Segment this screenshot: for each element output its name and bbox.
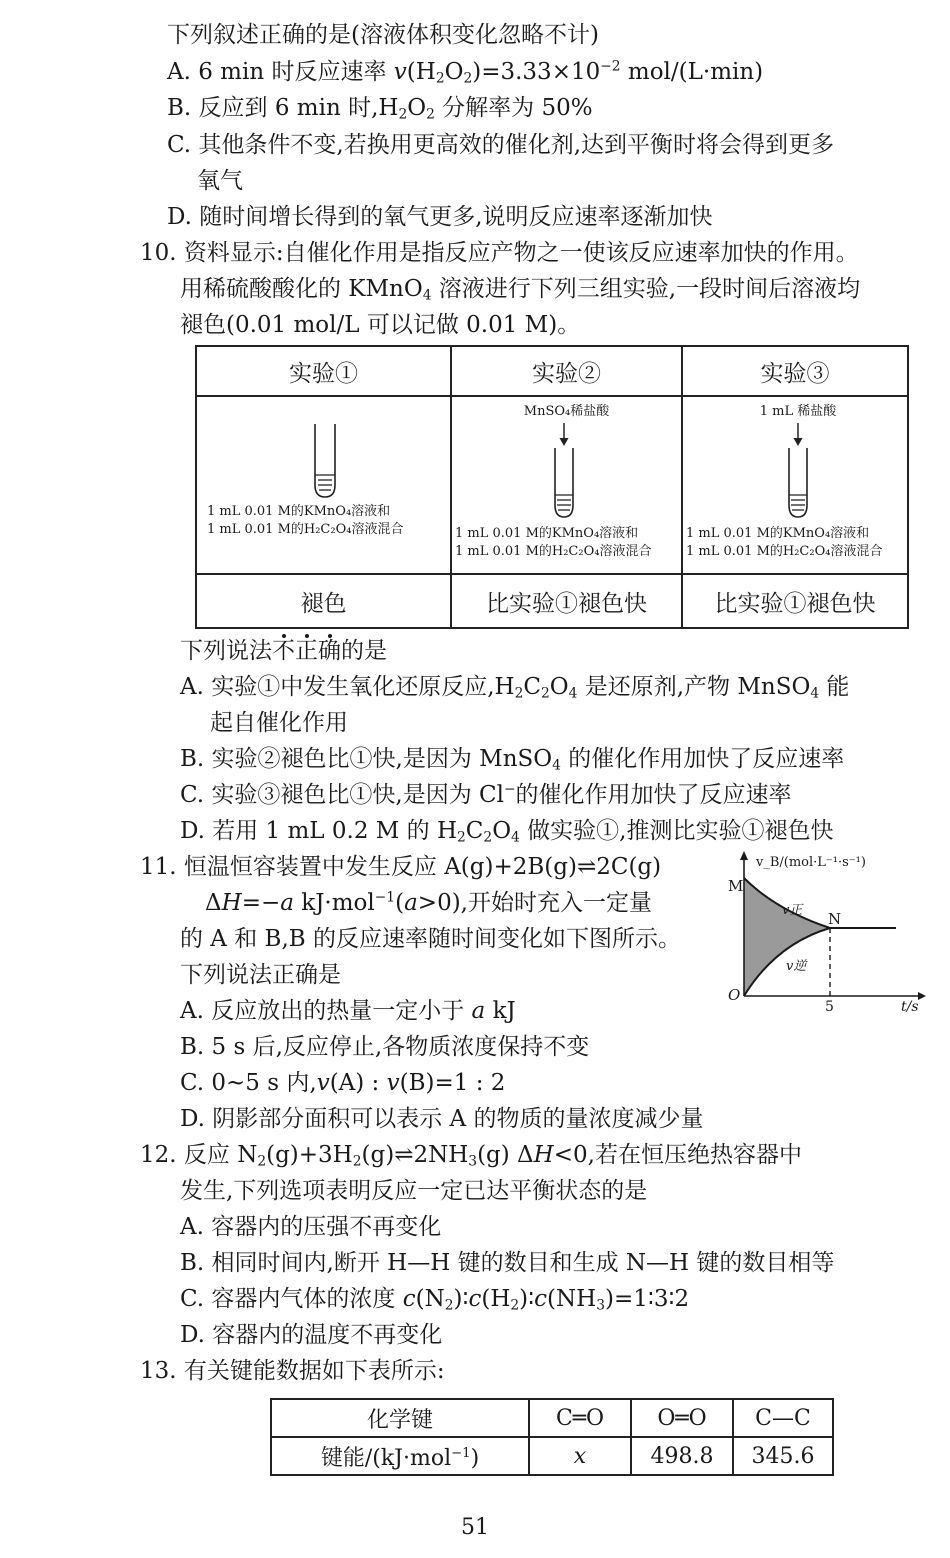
- bond-table-header-label: 化学键: [271, 1399, 529, 1437]
- q12-option-d: D. 容器内的温度不再变化: [180, 1322, 443, 1348]
- arrow-down-icon: [558, 423, 570, 447]
- rate-time-graph: [718, 848, 930, 1014]
- q11-option-b: B. 5 s 后,反应停止,各物质浓度保持不变: [180, 1034, 590, 1060]
- point-m-label: M: [728, 877, 744, 895]
- q11-stem-line1: 11. 恒温恒容装置中发生反应 A(g)+2B(g)⇌2C(g): [140, 854, 662, 880]
- q11-option-d: D. 阴影部分面积可以表示 A 的物质的量浓度减少量: [180, 1106, 704, 1132]
- test-tube-icon: [786, 447, 810, 519]
- q10-option-a-cont: 起自催化作用: [210, 710, 348, 736]
- experiment-2-caption-1: 1 mL 0.01 M的KMnO₄溶液和: [455, 526, 639, 541]
- experiment-3-reagent-label: 1 mL 稀盐酸: [759, 404, 837, 419]
- point-n-label: N: [828, 910, 842, 928]
- experiment-cell-2: [451, 396, 682, 574]
- q11-option-c: C. 0~5 s 内,v(A) : v(B)=1 : 2: [180, 1070, 506, 1096]
- experiment-1-caption-1: 1 mL 0.01 M的KMnO₄溶液和: [207, 504, 391, 519]
- q11-stem-line4: 下列说法正确是: [180, 962, 341, 988]
- bond-table-header-cc: C—C: [733, 1399, 833, 1437]
- q10-option-b: B. 实验②褪色比①快,是因为 MnSO$_4$ 的催化作用加快了反应速率: [180, 746, 845, 774]
- experiment-3-caption-2: 1 mL 0.01 M的H₂C₂O₄溶液混合: [686, 544, 883, 559]
- experiment-header-1: 实验①: [196, 346, 451, 396]
- y-axis-label: v_B/(mol·L⁻¹·s⁻¹): [756, 855, 866, 870]
- q11-stem-line2: ΔH=−a kJ·mol$^{-1}$(a>0),开始时充入一定量: [205, 889, 652, 916]
- experiment-header-2: 实验②: [451, 346, 682, 396]
- q13-stem: 13. 有关键能数据如下表所示:: [140, 1358, 445, 1384]
- q12-stem-line1: 12. 反应 $N_2(g)+3H_2(g)\rightleftharpoons 2NH_3(g)$ ΔH<0,若在恒压绝热容器中: [140, 1142, 802, 1170]
- q12-stem-line2: 发生,下列选项表明反应一定已达平衡状态的是: [180, 1178, 648, 1204]
- q9-option-c-cont: 氧气: [197, 168, 243, 194]
- q10-option-d: D. 若用 1 mL 0.2 M 的 $H_2C_2O_4$ 做实验①,推测比实验①褪色快: [180, 818, 834, 846]
- x-tick-label: 5: [825, 999, 834, 1014]
- experiment-2-caption-2: 1 mL 0.01 M的H₂C₂O₄溶液混合: [455, 544, 652, 559]
- experiment-cell-3: [682, 396, 908, 574]
- arrow-down-icon: [792, 423, 804, 447]
- q10-option-a: A. 实验①中发生氧化还原反应$,H_2C_2O_4$ 是还原剂,产物 MnSO$_4$ 能: [180, 674, 850, 702]
- test-tube-icon: [552, 447, 576, 519]
- reverse-rate-label: v逆: [786, 959, 807, 974]
- q9-option-a: A. 6 min 时反应速率 $v(H_2O_2)=3.33\times 10^{-2}$ mol/(L·min): [167, 58, 764, 87]
- experiment-3-caption-1: 1 mL 0.01 M的KMnO₄溶液和: [686, 526, 870, 541]
- experiment-1-caption-2: 1 mL 0.01 M的H₂C₂O₄溶液混合: [207, 522, 404, 537]
- page-number: 51: [461, 1515, 489, 1540]
- experiment-result-1: 褪色: [196, 574, 451, 628]
- q10-stem-line2: 用稀硫酸酸化的 KMnO$_4$ 溶液进行下列三组实验,一段时间后溶液均: [180, 276, 861, 304]
- bond-table-value-co: x: [529, 1437, 631, 1475]
- q9-option-d: D. 随时间增长得到的氧气更多,说明反应速率逐渐加快: [167, 204, 713, 230]
- bond-table-value-cc: 345.6: [733, 1437, 833, 1475]
- q12-option-a: A. 容器内的压强不再变化: [180, 1214, 442, 1240]
- q10-ask: 下列说法不正确的是: [180, 638, 387, 664]
- q9-stem: 下列叙述正确的是(溶液体积变化忽略不计): [167, 22, 599, 48]
- q9-option-c: C. 其他条件不变,若换用更高效的催化剂,达到平衡时将会得到更多: [167, 132, 835, 158]
- experiment-table: [195, 345, 909, 629]
- bond-table-header-co: C═O: [529, 1399, 631, 1437]
- q10-stem-line1: 10. 资料显示:自催化作用是指反应产物之一使该反应速率加快的作用。: [140, 240, 859, 266]
- q11-option-a: A. 反应放出的热量一定小于 a kJ: [180, 998, 516, 1024]
- experiment-result-3: 比实验①褪色快: [682, 574, 908, 628]
- experiment-2-reagent-label: MnSO₄稀盐酸: [523, 404, 610, 419]
- forward-rate-label: v正: [782, 903, 803, 918]
- experiment-result-2: 比实验①褪色快: [451, 574, 682, 628]
- experiment-header-3: 实验③: [682, 346, 908, 396]
- bond-table-row-label: 键能/(kJ·mol$^{-1}$): [271, 1437, 529, 1475]
- q10-stem-line3: 褪色(0.01 mol/L 可以记做 0.01 M)。: [180, 312, 581, 338]
- origin-label: O: [728, 986, 741, 1004]
- bond-table-value-oo: 498.8: [631, 1437, 733, 1475]
- q11-stem-line3: 的 A 和 B,B 的反应速率随时间变化如下图所示。: [180, 926, 681, 952]
- q9-option-b: B. 反应到 6 min 时$,H_2O_2$ 分解率为 50%: [167, 95, 593, 123]
- bond-energy-table: [270, 1398, 834, 1476]
- experiment-cell-1: [196, 396, 451, 574]
- q10-option-c: C. 实验③褪色比①快,是因为 Cl−的催化作用加快了反应速率: [180, 781, 792, 808]
- test-tube-icon: [312, 423, 338, 499]
- q12-option-b: B. 相同时间内,断开 H—H 键的数目和生成 N—H 键的数目相等: [180, 1250, 835, 1276]
- x-axis-label: t/s: [901, 999, 919, 1014]
- q12-option-c: C. 容器内气体的浓度 $c(N_2)∶c(H_2)∶c(NH_3)=1∶3∶2$: [180, 1286, 690, 1314]
- bond-table-header-oo: O═O: [631, 1399, 733, 1437]
